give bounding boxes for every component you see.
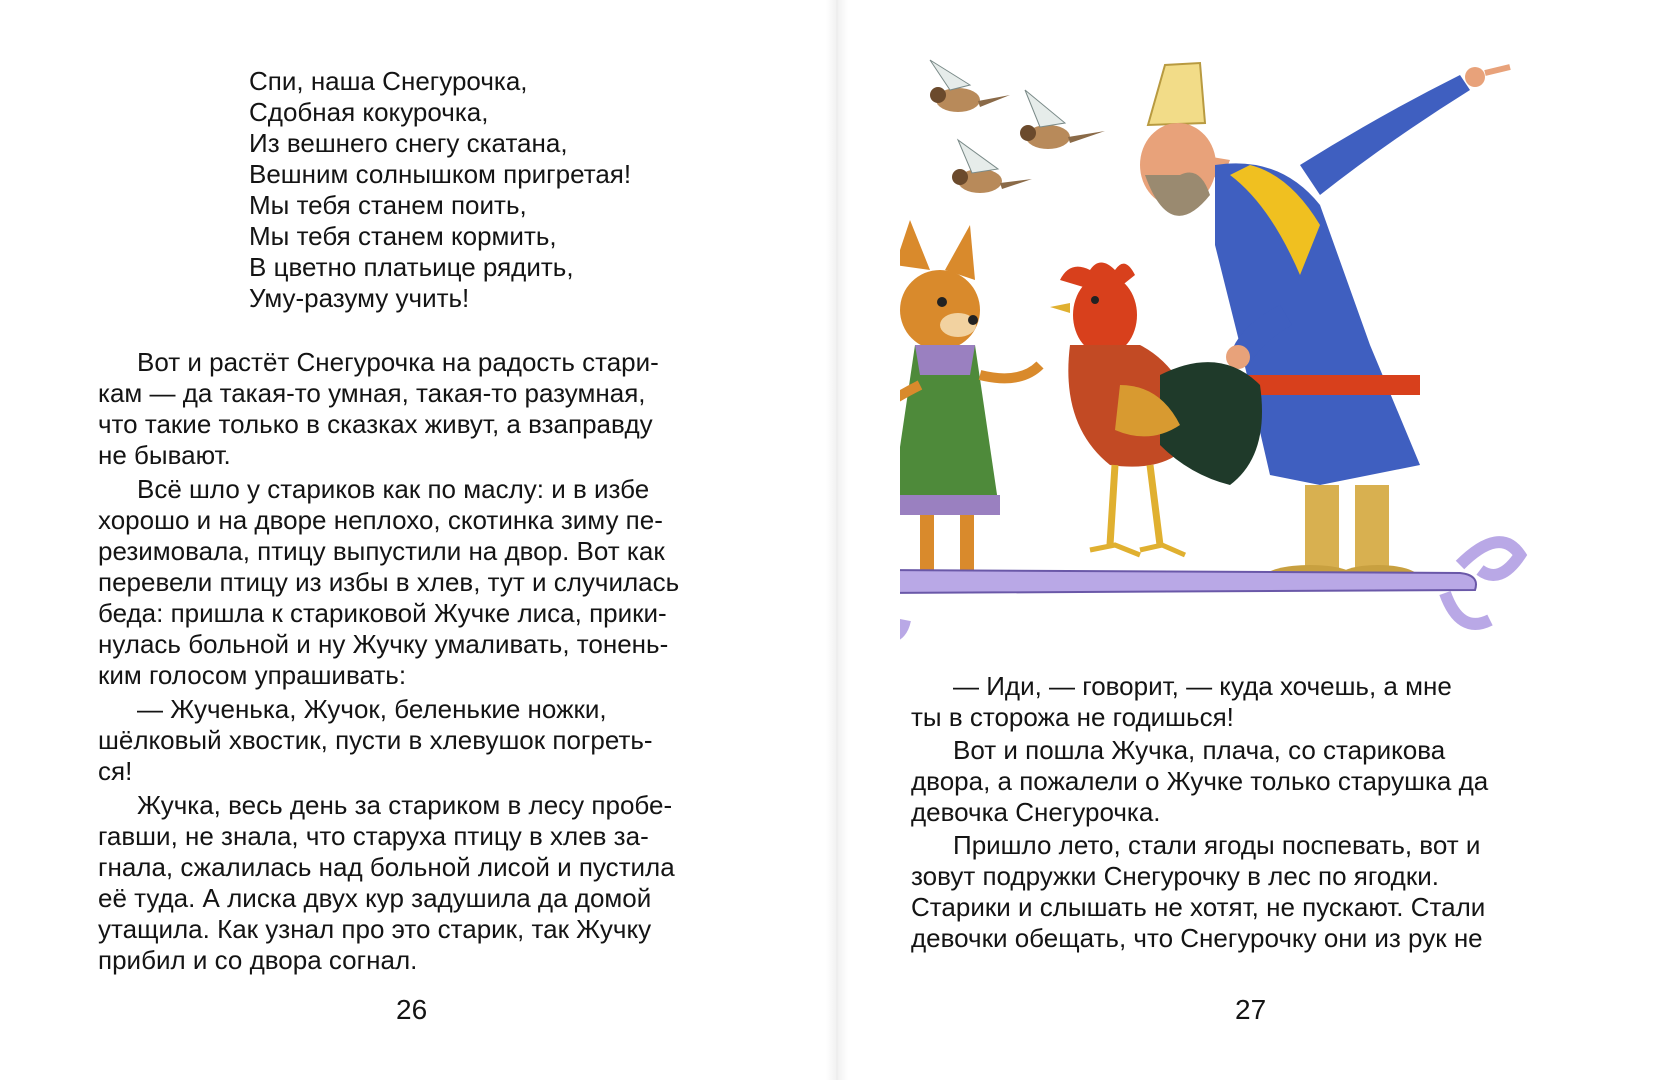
poem-line: Уму-разуму учить! <box>249 283 470 313</box>
prose-line: не бывают. <box>98 440 231 470</box>
illustration <box>900 45 1590 685</box>
poem-line: Спи, наша Снегурочка, <box>249 66 528 96</box>
prose-line: Вот и растёт Снегурочка на радость стари- <box>137 347 659 377</box>
prose-line: нулась больной и ну Жучку умаливать, тонень- <box>98 629 669 659</box>
poem-line: Из вешнего снегу скатана, <box>249 128 568 158</box>
prose-line: резимовала, птицу выпустили на двор. Вот как <box>98 536 665 566</box>
prose-line: шёлковый хвостик, пусти в хлевушок погреть- <box>98 725 653 755</box>
prose-line: беда: пришла к стариковой Жучке лиса, прики- <box>98 598 667 628</box>
poem-line: Мы тебя станем кормить, <box>249 221 557 251</box>
poem-line: Мы тебя станем поить, <box>249 190 527 220</box>
prose-line: Вот и пошла Жучка, плача, со старикова <box>953 735 1446 765</box>
fox-figure <box>900 220 1040 575</box>
poem-line: В цветно платьице рядить, <box>249 252 574 282</box>
prose-line: хорошо и на дворе неплохо, скотинка зиму пе- <box>98 505 663 535</box>
poem-line: Сдобная кокурочка, <box>249 97 489 127</box>
prose-line: её туда. А лиска двух кур задушила да домой <box>98 883 652 913</box>
prose-line: прибил и со двора согнал. <box>98 945 418 975</box>
page-number-left: 26 <box>396 994 428 1025</box>
prose-line: девочка Снегурочка. <box>911 797 1161 827</box>
prose-line: ким голосом упрашивать: <box>98 660 407 690</box>
page-number-right: 27 <box>1235 994 1267 1025</box>
prose-line: — Иди, — говорит, — куда хочешь, а мне <box>953 671 1452 701</box>
lullaby-poem <box>249 66 631 314</box>
prose-line: девочки обещать, что Снегурочку они из рук не <box>911 923 1483 953</box>
prose-line: гнала, сжалилась над больной лисой и пустила <box>98 852 675 882</box>
prose-line: кам — да такая-то умная, такая-то разумная, <box>98 378 646 408</box>
prose-line: Всё шло у стариков как по маслу: и в избе <box>137 474 650 504</box>
prose-line: что такие только в сказках живут, а взаправду <box>98 409 653 439</box>
ornament-base <box>900 542 1520 638</box>
rooster-figure <box>1050 263 1262 556</box>
prose-line: Старики и слышать не хотят, не пускают. Стали <box>911 892 1486 922</box>
sparrow-icon <box>930 60 1010 112</box>
sparrow-icon <box>952 140 1032 193</box>
prose-line: двора, а пожалели о Жучке только старушка да <box>911 766 1489 796</box>
prose-line: ты в сторожа не годишься! <box>911 702 1234 732</box>
prose-line: Пришло лето, стали ягоды поспевать, вот и <box>953 830 1481 860</box>
prose-line: Жучка, весь день за стариком в лесу пробе- <box>137 790 673 820</box>
prose-line: перевели птицу из избы в хлев, тут и случилась <box>98 567 680 597</box>
old-man-figure <box>1140 63 1510 589</box>
sparrow-icon <box>1020 90 1105 149</box>
prose-line: утащила. Как узнал про это старик, так Жучку <box>98 914 652 944</box>
prose-line: зовут подружки Снегурочку в лес по ягодки. <box>911 861 1439 891</box>
prose-line: ся! <box>98 756 133 786</box>
poem-line: Вешним солнышком пригретая! <box>249 159 632 189</box>
prose-line: гавши, не знала, что старуха птицу в хлев за- <box>98 821 649 851</box>
prose-line: — Жученька, Жучок, беленькие ножки, <box>137 694 607 724</box>
